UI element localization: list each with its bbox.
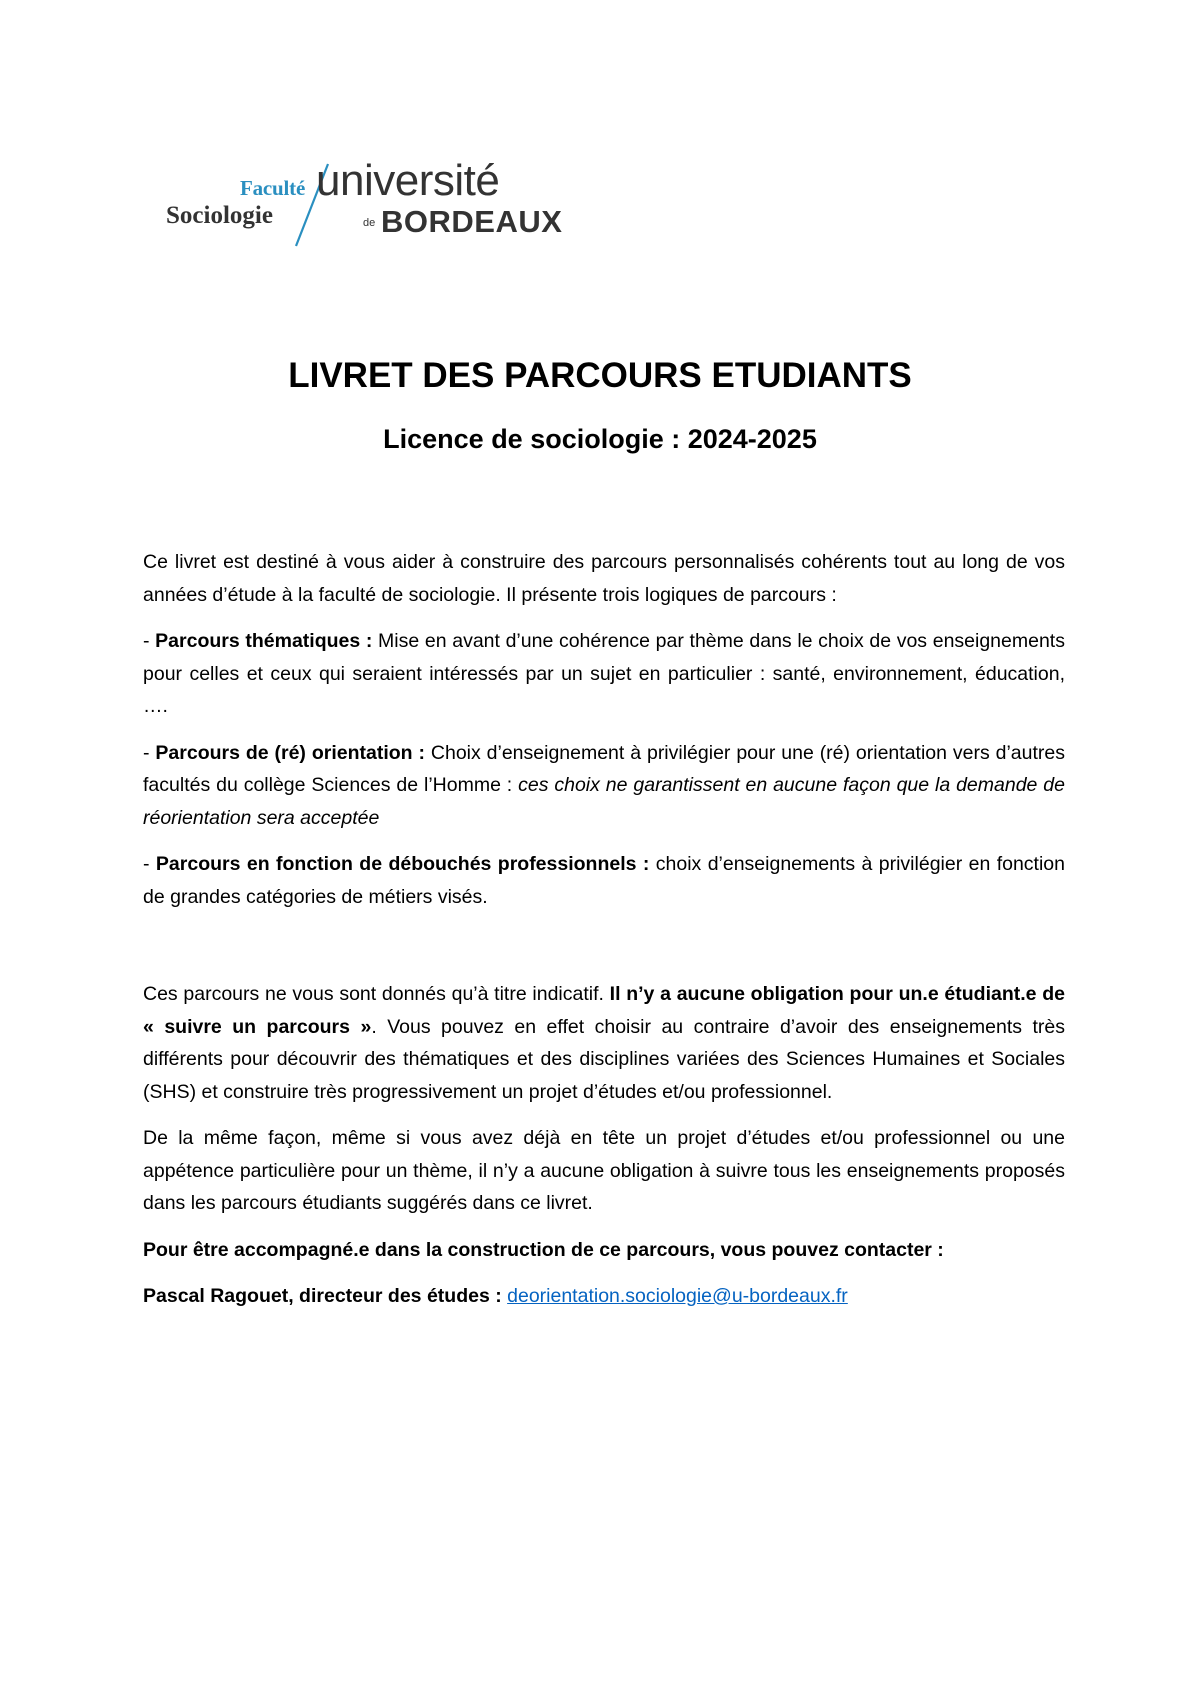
list-item-prefix: - <box>143 630 156 652</box>
contact-intro-text: Pour être accompagné.e dans la construction de ce parcours, vous pouvez contacter : <box>143 1238 944 1261</box>
contact-email-link[interactable]: deorientation.sociologie@u-bordeaux.fr <box>507 1285 848 1307</box>
logo-universite-text: université <box>316 156 500 205</box>
indicative-paragraph <box>143 978 1065 1108</box>
contact-line <box>143 1280 1065 1313</box>
logo-faculte-text: Faculté <box>240 176 306 200</box>
contact-intro <box>143 1234 1065 1267</box>
body-section-intro <box>143 546 1065 927</box>
intro-paragraph: Ce livret est destiné à vous aider à construire des parcours personnalisés cohérents tout au long de vos années d’étude à la faculté de sociologie. Il présente trois logiques de parcours : <box>143 551 1065 606</box>
indicative-bold-text: Il n’y a aucune obligation pour un.e étudiant.e de « suivre un parcours » <box>143 983 1065 1038</box>
list-item-reorientation <box>143 737 1065 835</box>
same-way-paragraph: De la même façon, même si vous avez déjà en tête un projet d’études et/ou professionnel ou une appétence particulière pour un thème, il n’y a aucune obligation à suivre tous les enseignements proposés dans les parcours étudiants suggérés dans ce livret. <box>143 1127 1065 1214</box>
list-item-thematiques <box>143 625 1065 723</box>
page-title: LIVRET DES PARCOURS ETUDIANTS <box>288 356 912 395</box>
page-subtitle: Licence de sociologie : 2024-2025 <box>383 424 817 454</box>
list-item-prefix: - <box>143 853 156 875</box>
list-item-label: Parcours thématiques : <box>155 630 373 652</box>
body-section-notes <box>143 978 1065 1327</box>
list-item-text: Mise en avant d’une cohérence par thème dans le choix de vos enseignements pour celles et ceux qui seraient intéressés par un sujet en particulier : santé, environnement, éducation, …. <box>143 630 1065 717</box>
contact-name: Pascal Ragouet, directeur des études : <box>143 1285 508 1307</box>
list-item-prefix: - <box>143 741 156 764</box>
list-item-text: Choix d’enseignement à privilégier pour une (ré) orientation vers d’autres facultés du collège Sciences de l’Homme : <box>143 741 1065 796</box>
university-logo <box>166 156 563 252</box>
logo-sociologie-text: Sociologie <box>166 202 273 229</box>
list-item-debouches <box>143 848 1065 913</box>
logo-de-text: de <box>363 217 376 229</box>
list-item-label: Parcours de (ré) orientation : <box>155 741 425 764</box>
indicative-text-start: Ces parcours ne vous sont donnés qu’à titre indicatif. <box>143 983 610 1005</box>
list-item-text: choix d’enseignements à privilégier en fonction de grandes catégories de métiers visés. <box>143 853 1065 908</box>
logo-bordeaux-text: BORDEAUX <box>381 204 563 239</box>
list-item-label: Parcours en fonction de débouchés professionnels : <box>155 853 650 875</box>
list-item-italic-note: ces choix ne garantissent en aucune façon que la demande de réorientation sera acceptée <box>143 774 1065 829</box>
indicative-text-end: . Vous pouvez en effet choisir au contraire d’avoir des enseignements très différents pour découvrir des thématiques et des disciplines variées des Sciences Humaines et Sociales (SHS) et construire très progressivement un projet d’études et/ou professionnel. <box>143 1015 1066 1103</box>
